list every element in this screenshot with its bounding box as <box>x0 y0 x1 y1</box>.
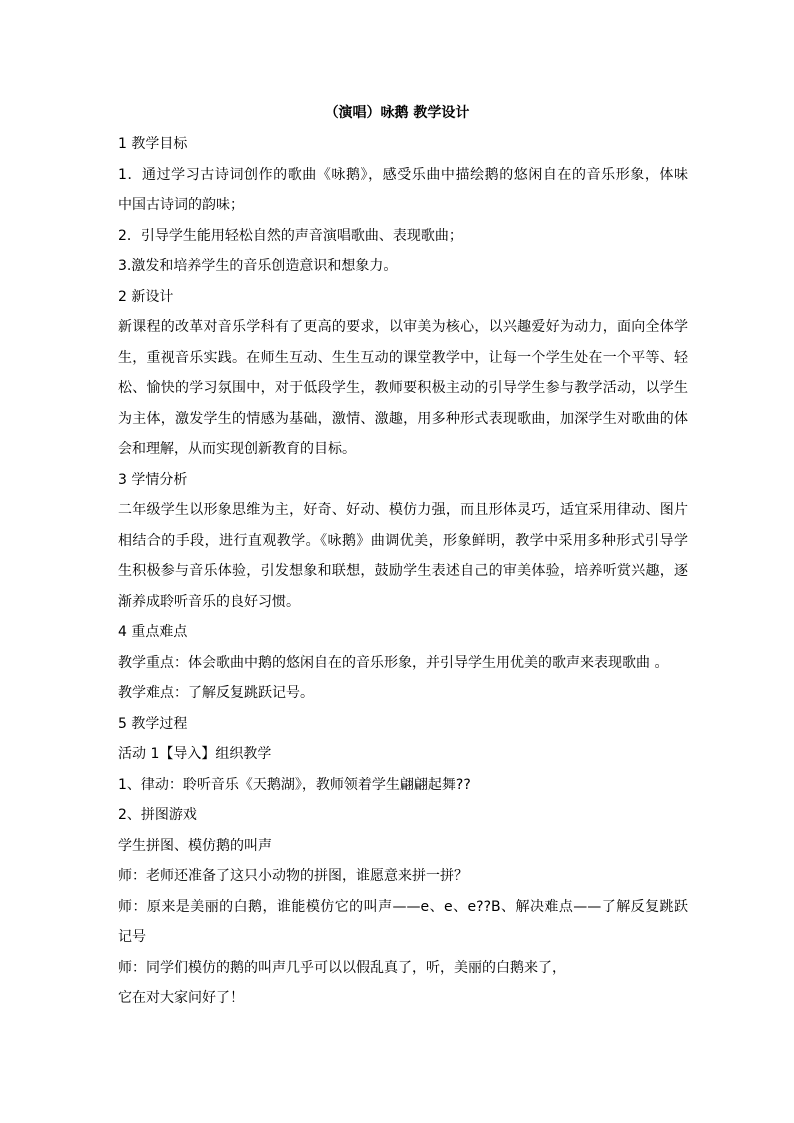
document-title: （演唱）咏鹅 教学设计 <box>324 105 470 121</box>
body-line: 松、愉快的学习氛围中，对于低段学生，教师要积极主动的引导学生参与教学活动，以学生 <box>118 380 688 396</box>
section-heading-process: 5 教学过程 <box>118 716 188 732</box>
body-line: 1、律动：聆听音乐《天鹅湖》，教师领着学生翩翩起舞?? <box>118 777 471 793</box>
body-line: 渐养成聆听音乐的良好习惯。 <box>118 594 300 610</box>
body-line: 相结合的手段，进行直观教学。《咏鹅》曲调优美，形象鲜明，教学中采用多种形式引导学 <box>118 533 688 549</box>
body-line: 活动 1【导入】组织教学 <box>118 746 272 762</box>
section-heading-analysis: 3 学情分析 <box>118 472 188 488</box>
section-heading-design: 2 新设计 <box>118 289 174 305</box>
body-line: 记号 <box>118 929 146 945</box>
body-line: 教学重点：体会歌曲中鹅的悠闲自在的音乐形象，并引导学生用优美的歌声来表现歌曲 。 <box>118 655 669 671</box>
body-line: 中国古诗词的韵味； <box>118 197 244 213</box>
body-line: 学生拼图、模仿鹅的叫声 <box>118 838 272 854</box>
body-line: 2、拼图游戏 <box>118 807 197 823</box>
body-line: 教学难点：了解反复跳跃记号。 <box>118 685 314 701</box>
section-heading-objectives: 1 教学目标 <box>118 136 188 152</box>
body-line: 生积极参与音乐体验，引发想象和联想，鼓励学生表述自己的审美体验，培养听赏兴趣，逐 <box>118 563 688 579</box>
body-line: 二年级学生以形象思维为主，好奇、好动、模仿力强，而且形体灵巧，适宜采用律动、图片 <box>118 502 688 518</box>
body-line: 生，重视音乐实践。在师生互动、生生互动的课堂教学中，让每一个学生处在一个平等、轻 <box>118 350 688 366</box>
body-line: 师：老师还准备了这只小动物的拼图，谁愿意来拼一拼？ <box>118 868 468 884</box>
body-line: 它在对大家问好了！ <box>118 990 244 1006</box>
body-line: 师：同学们模仿的鹅的叫声几乎可以以假乱真了，听，美丽的白鹅来了， <box>118 960 566 976</box>
body-line: 新课程的改革对音乐学科有了更高的要求，以审美为核心，以兴趣爱好为动力，面向全体学 <box>118 319 688 335</box>
body-line: 3.激发和培养学生的音乐创造意识和想象力。 <box>118 258 398 274</box>
body-line: 师：原来是美丽的白鹅，谁能模仿它的叫声——e、e、e??B、解决难点——了解反复跳跃 <box>118 899 688 915</box>
body-line: 1．通过学习古诗词创作的歌曲《咏鹅》，感受乐曲中描绘鹅的悠闲自在的音乐形象，体味 <box>118 167 688 183</box>
body-line: 2．引导学生能用轻松自然的声音演唱歌曲、表现歌曲； <box>118 228 463 244</box>
body-line: 为主体，激发学生的情感为基础，激情、激趣，用多种形式表现歌曲，加深学生对歌曲的体 <box>118 411 688 427</box>
section-heading-key-points: 4 重点难点 <box>118 624 188 640</box>
body-line: 会和理解，从而实现创新教育的目标。 <box>118 441 356 457</box>
